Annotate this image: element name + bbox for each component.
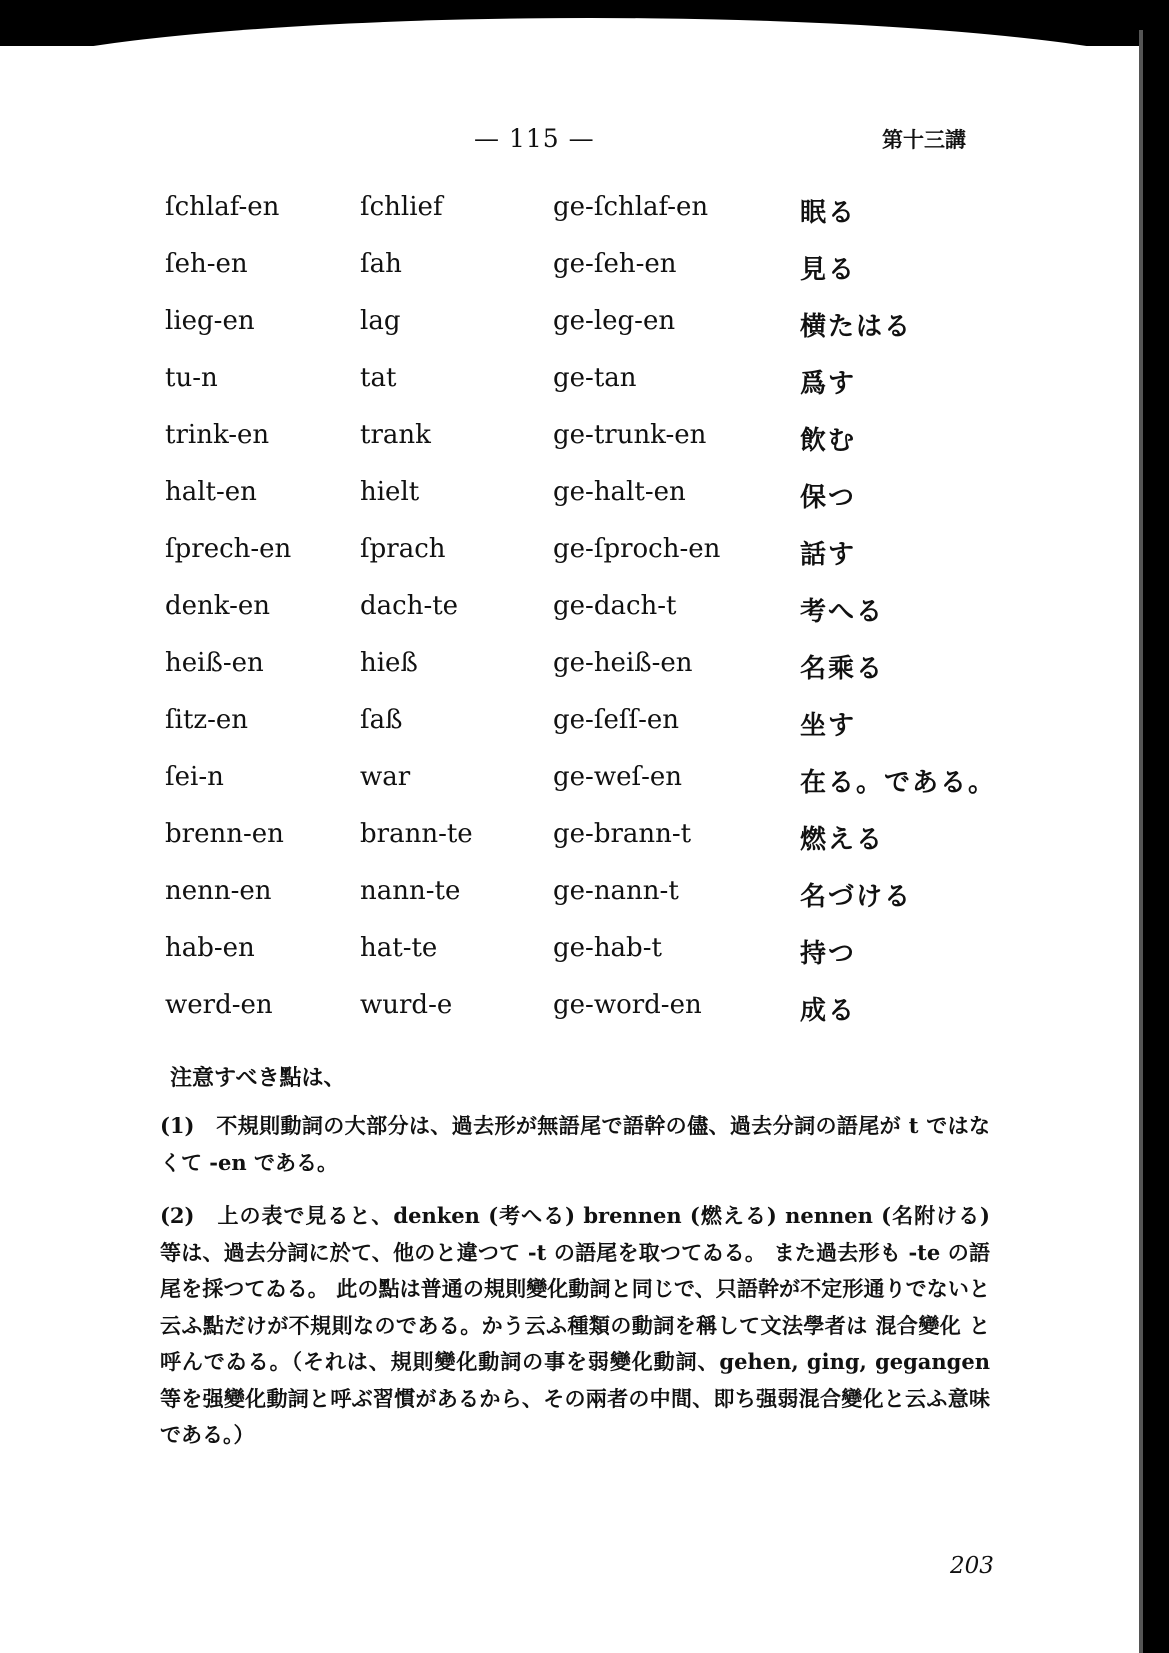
infinitive: trink-en: [165, 420, 270, 450]
past-form: hielt: [360, 477, 420, 507]
verb-row: [0, 591, 1100, 641]
past-participle: ge-heiß-en: [553, 648, 693, 678]
past-participle: ge-leg-en: [553, 306, 676, 336]
meaning: 坐す: [800, 711, 857, 741]
verb-row: [0, 420, 1100, 470]
paragraph-1: (1) 不規則動詞の大部分は、過去形が無語尾で語幹の儘、過去分詞の語尾が t ではなくて -en である。: [160, 1113, 990, 1175]
past-participle: ge-word-en: [553, 990, 702, 1020]
chapter-heading: 第十三講: [882, 127, 966, 152]
past-participle: ge-weſ-en: [553, 762, 682, 792]
paragraph-2: (2) 上の表で見ると、denken (考へる) brennen (燃える) nennen (名附ける) 等は、過去分詞に於て、他のと違つて -t の語尾を取つてゐる。 また過去形も -te の語尾を採つてゐる。 此の點は普通の規則變化動詞と同じで、只語幹が不定形通りでないと云ふ點だけが不規則なのである。かう云ふ種類の動詞を稱して文法學者は 混合變化 と呼んでゐる。（それは、規則變化動詞の事を弱變化動詞、gehen, ging, gegangen 等を强變化動詞と呼ぶ習慣があるから、その兩者の中間、即ち强弱混合變化と云ふ意味である。）: [160, 1203, 990, 1447]
past-form: hat-te: [360, 933, 438, 963]
past-form: tat: [360, 363, 397, 393]
note-heading: 注意すべき點は、: [170, 1065, 346, 1091]
infinitive: tu-n: [165, 363, 218, 393]
meaning: 保つ: [800, 483, 857, 513]
past-form: dach-te: [360, 591, 459, 621]
past-form: ſchlief: [360, 192, 443, 222]
meaning: 在る。である。: [800, 768, 997, 798]
past-participle: ge-ſeh-en: [553, 249, 677, 279]
past-form: ſaß: [360, 705, 403, 735]
past-form: hieß: [360, 648, 418, 678]
meaning: 名乘る: [800, 654, 885, 684]
meaning: 横たはる: [800, 312, 913, 342]
meaning: 見る: [800, 255, 857, 285]
past-form: brann-te: [360, 819, 473, 849]
meaning: 飲む: [800, 426, 857, 456]
past-participle: ge-dach-t: [553, 591, 677, 621]
past-form: lag: [360, 306, 401, 336]
infinitive: brenn-en: [165, 819, 284, 849]
past-form: war: [360, 762, 411, 792]
verb-row: [0, 819, 1100, 869]
verb-row: [0, 249, 1100, 299]
verb-row: [0, 534, 1100, 584]
infinitive: ſitz-en: [165, 705, 249, 735]
past-form: wurd-e: [360, 990, 453, 1020]
infinitive: denk-en: [165, 591, 270, 621]
verb-row: [0, 192, 1100, 242]
past-participle: ge-brann-t: [553, 819, 692, 849]
page-number: — 115 —: [474, 124, 595, 153]
verb-row: [0, 477, 1100, 527]
past-participle: ge-hab-t: [553, 933, 662, 963]
infinitive: hab-en: [165, 933, 255, 963]
past-participle: ge-nann-t: [553, 876, 679, 906]
meaning: 眠る: [800, 198, 857, 228]
folio-number: 203: [950, 1553, 994, 1579]
meaning: 燃える: [800, 825, 885, 855]
past-form: nann-te: [360, 876, 461, 906]
meaning: 爲す: [800, 369, 857, 399]
verb-row: [0, 876, 1100, 926]
scan-border-shadow: [1139, 30, 1143, 1653]
past-participle: ge-ſchlaf-en: [553, 192, 709, 222]
past-participle: ge-trunk-en: [553, 420, 707, 450]
infinitive: lieg-en: [165, 306, 255, 336]
meaning: 名づける: [800, 882, 913, 912]
verb-row: [0, 306, 1100, 356]
verb-row: [0, 990, 1100, 1040]
infinitive: werd-en: [165, 990, 273, 1020]
verb-row: [0, 705, 1100, 755]
infinitive: heiß-en: [165, 648, 264, 678]
past-form: ſah: [360, 249, 402, 279]
past-participle: ge-tan: [553, 363, 637, 393]
meaning: 持つ: [800, 939, 857, 969]
infinitive: ſei-n: [165, 762, 224, 792]
verb-row: [0, 762, 1100, 812]
past-form: trank: [360, 420, 431, 450]
verb-row: [0, 648, 1100, 698]
past-form: ſprach: [360, 534, 446, 564]
infinitive: ſeh-en: [165, 249, 248, 279]
verb-row: [0, 363, 1100, 413]
past-participle: ge-halt-en: [553, 477, 686, 507]
meaning: 話す: [800, 540, 857, 570]
infinitive: halt-en: [165, 477, 257, 507]
infinitive: ſchlaf-en: [165, 192, 280, 222]
meaning: 成る: [800, 996, 857, 1026]
past-participle: ge-ſeſſ-en: [553, 705, 679, 735]
verb-row: [0, 933, 1100, 983]
infinitive: ſprech-en: [165, 534, 292, 564]
meaning: 考へる: [800, 597, 885, 627]
past-participle: ge-ſproch-en: [553, 534, 721, 564]
infinitive: nenn-en: [165, 876, 272, 906]
scan-border-right: [1143, 0, 1169, 1653]
